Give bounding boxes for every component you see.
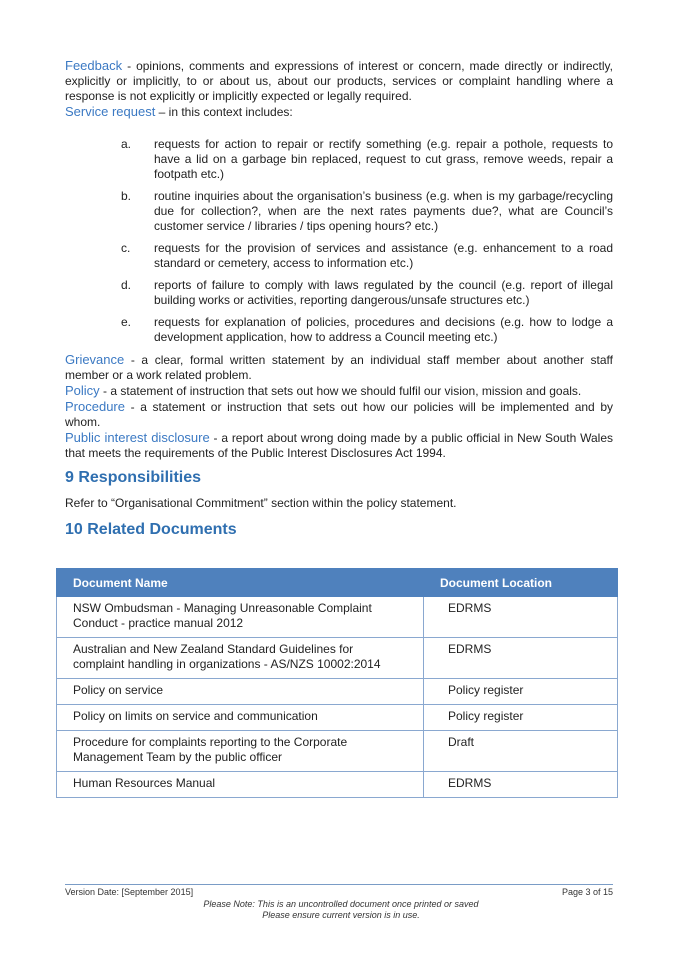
list-marker: c.: [121, 241, 131, 255]
list-item-text: reports of failure to comply with laws regulated by the council (e.g. report of illegal building works or activities, reporting dangerous/unsafe structures etc.): [154, 278, 613, 307]
document-location-cell: EDRMS: [424, 638, 618, 679]
definition-term: Feedback: [65, 58, 123, 73]
service-request-list: [65, 137, 613, 345]
definition-text: - opinions, comments and expressions of interest or concern, made directly or indirectly, explicitly or implicitly, to or about us, about our products, services or complaint handling where a response is not explicitly or implicitly expected or legally required.: [65, 59, 613, 103]
definition-text: – in this context includes:: [155, 105, 293, 119]
list-item-text: requests for action to repair or rectify something (e.g. repair a pothole, requests to have a lid on a garbage bin replaced, request to cut grass, remove weeds, repair a footpath etc.): [154, 137, 613, 181]
list-item-text: requests for the provision of services and assistance (e.g. enhancement to a road standard or cemetery, access to information etc.): [154, 241, 613, 270]
related-documents-heading: 10 Related Documents: [65, 521, 237, 538]
document-location-cell: Policy register: [424, 705, 618, 731]
definition-grievance: [65, 352, 613, 383]
document-location-cell: EDRMS: [424, 597, 618, 638]
definition-text: - a report about wrong doing made by a public official in New South Wales that meets the requirements of the Public Interest Disclosures Act 1994.: [65, 431, 613, 460]
responsibilities-heading: 9 Responsibilities: [65, 469, 202, 486]
definition-service-request: [65, 104, 613, 120]
definition-text: - a statement or instruction that sets out how our policies will be implemented and by whom.: [65, 400, 613, 429]
definition-text: - a clear, formal written statement by an individual staff member about another staff member or a work related problem.: [65, 353, 613, 382]
list-marker: b.: [121, 189, 132, 203]
footer-divider: [65, 884, 613, 885]
definition-feedback: [65, 58, 613, 104]
document-location-cell: EDRMS: [424, 772, 618, 798]
list-item: [65, 189, 613, 234]
table-row: [57, 705, 618, 731]
footer-version-date: Version Date: [September 2015]: [65, 887, 194, 897]
document-name-cell: NSW Ombudsman - Managing Unreasonable Complaint Conduct - practice manual 2012: [57, 597, 424, 638]
document-name-cell: Policy on service: [57, 679, 424, 705]
definition-procedure: [65, 399, 613, 430]
table-row: [57, 772, 618, 798]
definition-text: - a statement of instruction that sets out how we should fulfil our vision, mission and goals.: [99, 384, 582, 398]
footer-page-number: Page 3 of 15: [561, 887, 613, 897]
list-marker: a.: [121, 137, 132, 151]
table-row: [57, 638, 618, 679]
definition-public-interest-disclosure: [65, 430, 613, 461]
definition-policy: [65, 383, 613, 399]
table-header-row: [57, 569, 618, 597]
list-item: [65, 278, 613, 308]
definition-term: Service request: [65, 104, 156, 119]
responsibilities-text: Refer to “Organisational Commitment” section within the policy statement.: [65, 496, 457, 510]
document-name-cell: Human Resources Manual: [57, 772, 424, 798]
list-item-text: requests for explanation of policies, procedures and decisions (e.g. how to lodge a development application, how to address a Council meeting etc.): [154, 315, 613, 344]
table-row: [57, 597, 618, 638]
table-row: [57, 679, 618, 705]
document-location-cell: Draft: [424, 731, 618, 772]
column-header-document-name: Document Name: [57, 569, 424, 597]
footer-note-current-version: Please ensure current version is in use.: [262, 910, 420, 920]
footer-note-uncontrolled: Please Note: This is an uncontrolled document once printed or saved: [203, 899, 479, 909]
list-item: [65, 241, 613, 271]
page-content: [65, 58, 613, 540]
document-name-cell: Australian and New Zealand Standard Guidelines for complaint handling in organizations - AS/NZS 10002:2014: [57, 638, 424, 679]
table-row: [57, 731, 618, 772]
definition-term: Grievance: [65, 352, 125, 367]
definition-term: Procedure: [65, 399, 125, 414]
document-location-cell: Policy register: [424, 679, 618, 705]
list-marker: d.: [121, 278, 132, 292]
document-name-cell: Policy on limits on service and communication: [57, 705, 424, 731]
related-documents-table: [56, 568, 618, 798]
definition-term: Public interest disclosure: [65, 430, 210, 445]
list-marker: e.: [121, 315, 132, 329]
definition-term: Policy: [65, 383, 100, 398]
document-name-cell: Procedure for complaints reporting to the Corporate Management Team by the public officer: [57, 731, 424, 772]
list-item-text: routine inquiries about the organisation’s business (e.g. when is my garbage/recycling due for collection?, when are the next rates payments due?, what are Council’s customer service / libraries / tips opening hours? etc.): [154, 189, 613, 233]
list-item: [65, 315, 613, 345]
list-item: [65, 137, 613, 182]
column-header-document-location: Document Location: [424, 569, 618, 597]
